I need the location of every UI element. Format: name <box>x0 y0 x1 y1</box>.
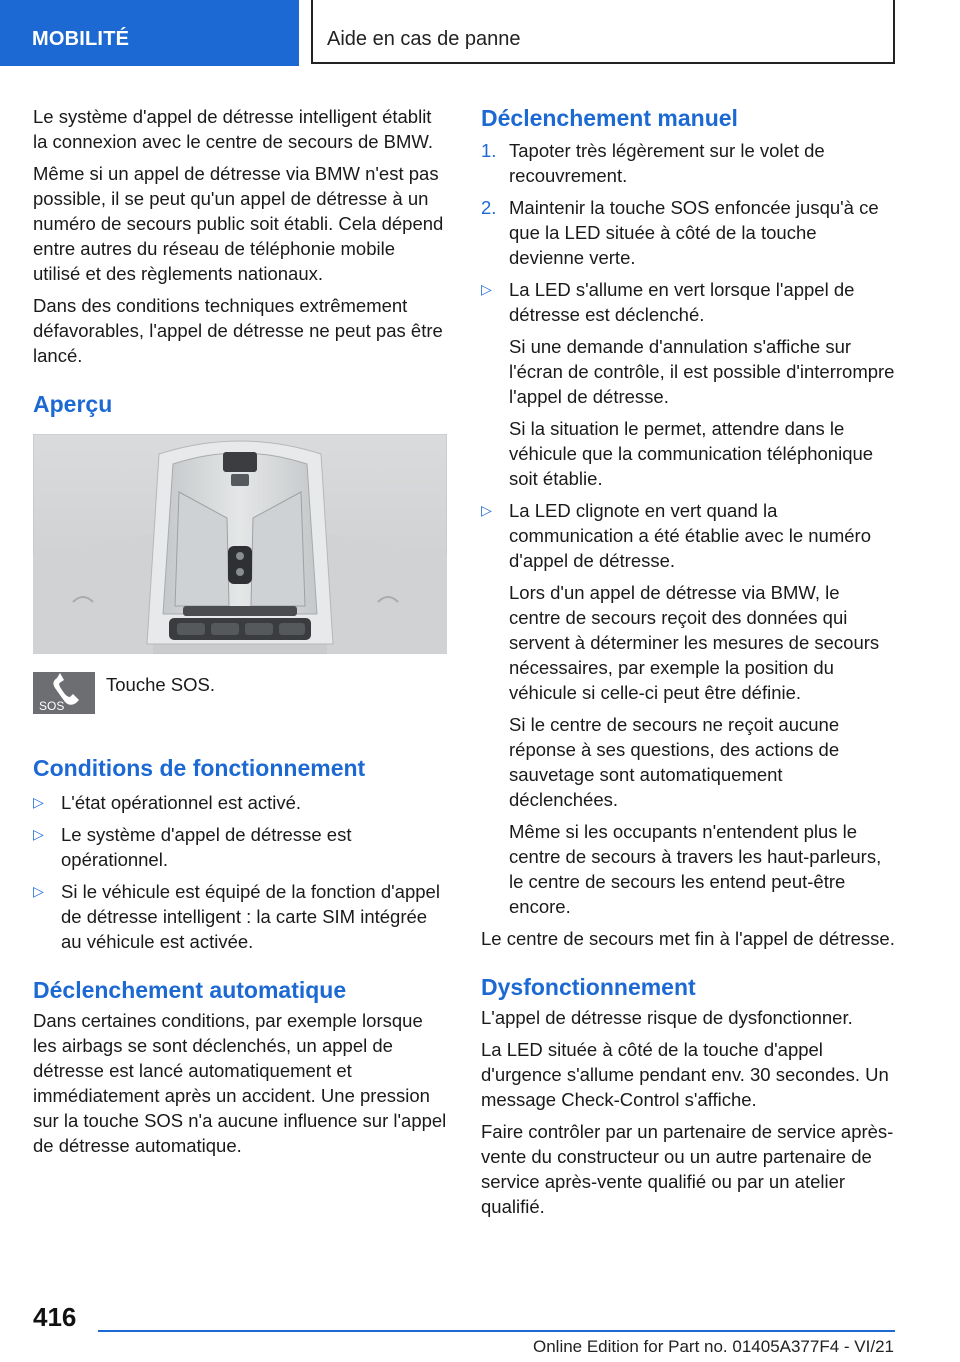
left-column <box>33 104 447 1165</box>
intro-paragraph: Le système d'appel de détresse intelligent établit la connexion avec le centre de secours de BMW. <box>33 106 434 152</box>
list-item: ▷ Le système d'appel de détresse est opérationnel. <box>33 824 352 870</box>
sub-paragraph: Lors d'un appel de détresse via BMW, le centre de secours reçoit des données qui servent à déterminer les mesures de secours nécessaires, par exemple la position du véhicule si celle-ci peut être définie. <box>509 582 880 703</box>
page-header <box>0 0 960 66</box>
apercu-heading: Aperçu <box>33 391 113 417</box>
page-number: 416 <box>33 1302 77 1332</box>
triangle-bullet-icon: ▷ <box>481 502 492 518</box>
auto-trigger-heading: Déclenchement automatique <box>33 977 347 1003</box>
step-item: 2. Maintenir la touche SOS enfoncée jusqu'à ce que la LED située à côté de la touche devienne verte. <box>481 197 879 268</box>
step-number: 2. <box>481 197 497 218</box>
sub-paragraph: Si une demande d'annulation s'affiche sur l'écran de contrôle, il est possible d'interrompre l'appel de détresse. <box>509 336 895 407</box>
edition-label: Online Edition for Part no. 01405A377F4 - VI/21 <box>532 1337 894 1356</box>
triangle-bullet-icon: ▷ <box>481 281 492 297</box>
conditions-list <box>33 790 447 954</box>
overhead-console-photo <box>33 434 447 654</box>
svg-text:SOS: SOS <box>39 699 65 713</box>
auto-trigger-text: Dans certaines conditions, par exemple lorsque les airbags se sont déclenchés, un appel de détresse est lancé automatiquement et immédiatement après un accident. Une pression sur la touche SOS n'a aucune influence sur l'appel de détresse automatique. <box>33 1010 447 1156</box>
malfunction-heading: Dysfonctionnement <box>481 974 696 1000</box>
malfunction-paragraph: La LED située à côté de la touche d'appel d'urgence s'allume pendant env. 30 secondes. Un message Check-Control s'affiche. <box>481 1039 889 1110</box>
list-item: ▷ Si le véhicule est équipé de la fonction d'appel de détresse intelligent : la carte SIM intégrée au véhicule est activée. <box>33 881 440 952</box>
triangle-bullet-icon: ▷ <box>33 826 44 842</box>
right-column <box>481 104 895 1226</box>
manual-trigger-heading: Déclenchement manuel <box>481 105 738 131</box>
intro-paragraph: Même si un appel de détresse via BMW n'est pas possible, il se peut qu'un appel de détresse à un numéro de secours public soit établi. Cela dépend entre autres du réseau de téléphonie mobile utilisé et des règlements nationaux. <box>33 163 444 284</box>
sub-paragraph: Si le centre de secours ne reçoit aucune réponse à ses questions, des actions de sauvetage sont automatiquement déclenchées. <box>509 714 840 810</box>
footer-rule <box>98 1330 895 1332</box>
triangle-bullet-icon: ▷ <box>33 883 44 899</box>
sub-paragraph: Si la situation le permet, attendre dans le véhicule que la communication téléphonique soit établie. <box>509 418 874 489</box>
list-item: ▷ La LED s'allume en vert lorsque l'appel de détresse est déclenché. <box>481 279 855 325</box>
list-item: ▷ La LED clignote en vert quand la communication a été établie avec le numéro d'appel de détresse. <box>481 500 871 571</box>
end-call-text: Le centre de secours met fin à l'appel de détresse. <box>481 928 895 949</box>
list-item: ▷ L'état opérationnel est activé. <box>33 792 302 813</box>
manual-steps <box>481 138 895 270</box>
conditions-heading: Conditions de fonctionnement <box>33 755 366 781</box>
sos-button-legend <box>33 672 447 732</box>
status-list <box>481 277 895 327</box>
chapter-title: Aide en cas de panne <box>311 0 895 64</box>
section-tab: MOBILITÉ <box>0 0 299 66</box>
malfunction-paragraph: L'appel de détresse risque de dysfonctionner. <box>481 1007 853 1028</box>
sub-paragraph: Même si les occupants n'entendent plus le centre de secours à travers les haut-parleurs, le centre de secours les entend peut-être encore. <box>509 821 882 917</box>
triangle-bullet-icon: ▷ <box>33 794 44 810</box>
malfunction-paragraph: Faire contrôler par un partenaire de service après-vente du constructeur ou un autre partenaire de service après-vente qualifié ou par un atelier qualifié. <box>481 1121 894 1217</box>
intro-paragraph: Dans des conditions techniques extrêmement défavorables, l'appel de détresse ne peut pas être lancé. <box>33 295 443 366</box>
status-list <box>481 498 895 573</box>
step-number: 1. <box>481 140 497 161</box>
sos-caption: Touche SOS. <box>106 674 216 695</box>
step-item: 1. Tapoter très légèrement sur le volet de recouvrement. <box>481 140 825 186</box>
sos-phone-icon <box>33 672 95 714</box>
